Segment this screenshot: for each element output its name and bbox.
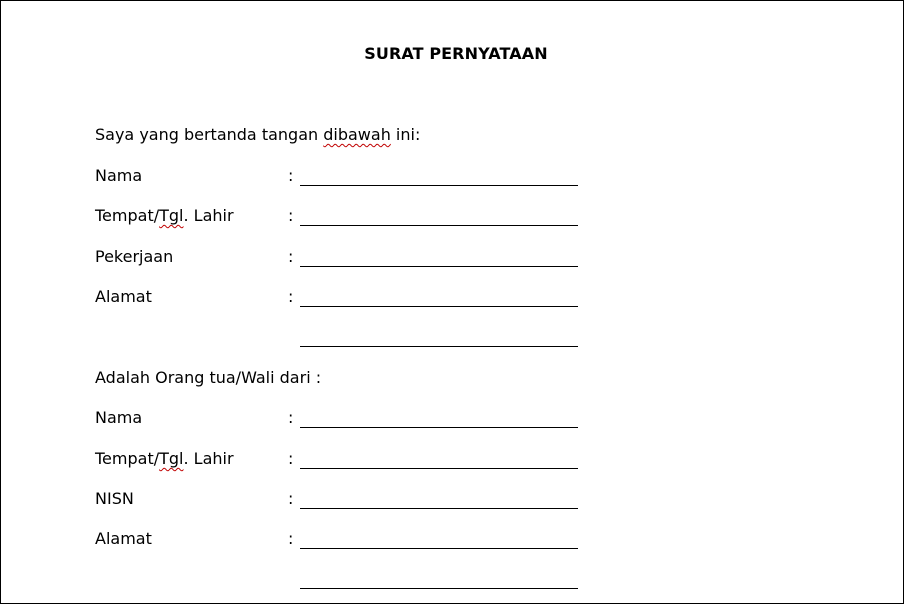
fill-in-blank-line-continuation[interactable] — [300, 346, 578, 347]
field-label: NISN — [95, 489, 134, 508]
field-label-suffix: . Lahir — [183, 206, 234, 225]
field-colon: : — [288, 166, 294, 185]
spellcheck-flagged-word: Tgl — [159, 206, 184, 225]
fill-in-blank-line[interactable] — [300, 185, 578, 186]
field-row-parent-birthplace-date — [95, 206, 595, 230]
field-row-parent-address — [95, 287, 595, 311]
field-label-prefix: Tempat/ — [95, 206, 160, 225]
field-colon: : — [288, 287, 294, 306]
field-label: Pekerjaan — [95, 247, 174, 266]
intro-statement — [95, 125, 420, 144]
field-colon: : — [288, 449, 294, 468]
fill-in-blank-line[interactable] — [300, 508, 578, 509]
field-row-child-birthplace-date — [95, 449, 595, 473]
field-row-child-name — [95, 408, 595, 432]
spellcheck-flagged-word: Tgl — [159, 449, 184, 468]
field-colon: : — [288, 529, 294, 548]
field-row-parent-name — [95, 166, 595, 190]
fill-in-blank-line[interactable] — [300, 266, 578, 267]
field-colon: : — [288, 408, 294, 427]
field-label: Nama — [95, 166, 143, 185]
fill-in-blank-line-continuation[interactable] — [300, 588, 578, 589]
intro-suffix: ini: — [390, 125, 421, 144]
field-label — [95, 449, 234, 468]
child-intro-statement: Adalah Orang tua/Wali dari : — [95, 368, 322, 387]
field-label: Alamat — [95, 287, 152, 306]
fill-in-blank-line[interactable] — [300, 306, 578, 307]
spellcheck-flagged-word: dibawah — [323, 125, 391, 144]
field-label — [95, 206, 234, 225]
field-label-prefix: Tempat/ — [95, 449, 160, 468]
field-colon: : — [288, 206, 294, 225]
field-colon: : — [288, 247, 294, 266]
fill-in-blank-line[interactable] — [300, 548, 578, 549]
field-row-parent-occupation — [95, 247, 595, 271]
field-colon: : — [288, 489, 294, 508]
field-row-child-address — [95, 529, 595, 553]
fill-in-blank-line[interactable] — [300, 427, 578, 428]
document-title: SURAT PERNYATAAN — [364, 44, 548, 63]
field-label: Alamat — [95, 529, 152, 548]
field-label-suffix: . Lahir — [183, 449, 234, 468]
intro-prefix: Saya yang bertanda tangan — [95, 125, 324, 144]
fill-in-blank-line[interactable] — [300, 468, 578, 469]
fill-in-blank-line[interactable] — [300, 225, 578, 226]
field-row-child-nisn — [95, 489, 595, 513]
field-label: Nama — [95, 408, 143, 427]
